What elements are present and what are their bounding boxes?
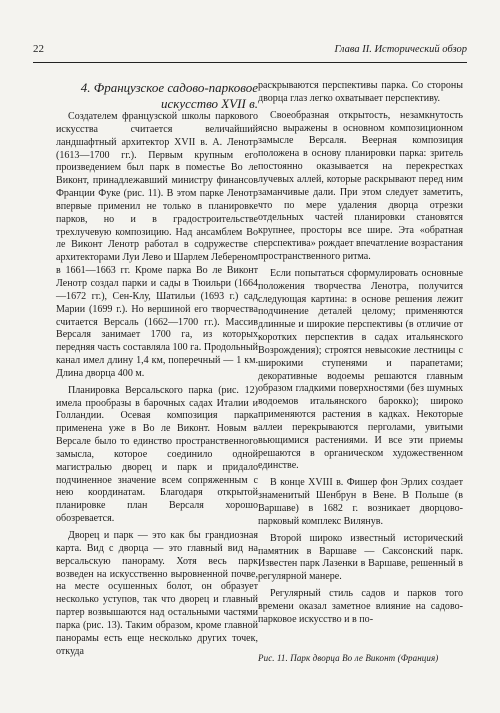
page-number: 22 <box>33 43 44 55</box>
figure-caption: Рис. 11. Парк дворца Во ле Виконт (Франция) <box>258 653 439 663</box>
paragraph: Второй широко известный исторический памятник в Варшаве — Саксонский парк. Известен парк Лазенки в Варшаве, решенный в регулярной манере. <box>258 532 463 583</box>
paragraph: Своеобразная открытость, незамкнутость ясно выражены в основном композиционном замысле Версаля. Веерная композиция положена в основу планировки парка: зритель постоянно оказывается на перекрестках лучевых аллей, которые раскрывают перед ним заманчивые дали. При этом следует заметить, что по мере удаления дворца отрезки отдельных частей планировки становятся крупнее, просторы все шире. Эта «обратная перспектива» рождает впечатление возрастания пространственного ритма. <box>258 109 463 262</box>
paragraph: Дворец и парк — это как бы грандиозная карта. Вид с дворца — это главный вид на версальскую панораму. Хотя весь парк возведен на искусственно выровненной почве, на месте осушенных болот, он образует несколько уступов, так что дворец и главный партер возвышаются над остальными частями парка (рис. 13). Таким образом, кроме главной панорамы есть еще несколько других точек, откуда <box>56 530 258 657</box>
header-rule <box>33 62 467 63</box>
paragraph: Если попытаться сформулировать основные положения творчества Ленотра, получится следующая картина: в основе решения лежит подчинение деталей целому; применяются длинные и широкие перспективы (в отличие от коротких перспектив в садах итальянского Возрождения); строятся невысокие лестницы с широкими ступенями и парапетами; декоративные водоемы решаются главным образом гладкими поверхностями (без шумных водоемов итальянского барокко); широко применяются растения в кадках. Некоторые аллеи перекрываются перголами, увитыми вьющимися растениями. И все эти приемы решаются в органическом художественном единстве. <box>258 267 463 472</box>
chapter-title: Глава II. Исторический обзор <box>334 44 467 55</box>
left-column <box>56 80 258 658</box>
paragraph: раскрываются перспективы парка. Со стороны дворца глаз легко охватывает перспективу. <box>258 80 463 104</box>
section-title: 4. Французское садово-парковое искусство XVII в. <box>80 80 258 111</box>
paragraph: Создателем французской школы паркового искусства считается величайший ландшафтный архитектор XVII в. А. Ленотр (1613—1700 гг.). Первым крупным его произведением был парк в поместье Во ле Виконт, принадлежавший министру финансов Франции Фуке (рис. 11). В этом парке Ленотр впервые применил не только в планировке парков, но и в градостроительстве трехлучевую композицию. Над ансамблем Во ле Виконт Ленотр работал в содружестве с архитекторами Луи Лево и Шарлем Лебереном в 1661—1663 гг. Кроме парка Во ле Виконт Ленотр создал парки и сады в Тюильри (1664—1672 гг.), Сен-Клу, Шатильи (1693 г.) сад Марии (1699 г.). Но вершиной его творчества считается Версаль (1662—1700 гг.). Массив Версаля занимает 1700 га, из которых передняя часть составляла 100 га. Продольный канал имел длину 1,4 км, поперечный — 1 км. Длина дворца 400 м. <box>56 111 258 379</box>
paragraph: Планировка Версальского парка (рис. 12) имела прообразы в барочных садах Италии и Голландии. Осевая композиция парка применена уже в Во ле Виконт. Новым в Версале было то единство пространственного замысла, которое соединило одной магистралью дворец и парк и придало подчиненное значение всем сопряженным с нею координатам. Благодаря открытой планировке план Версаля хорошо обозревается. <box>56 384 258 525</box>
paragraph: Регулярный стиль садов и парков того времени оказал заметное влияние на садово-парковое искусство и в по- <box>258 588 463 625</box>
paragraph: В конце XVIII в. Фишер фон Эрлих создает знаменитый Шенбрун в Вене. В Польше (в Варшаве) в 1682 г. возникает дворцово-парковый комплекс Вилянув. <box>258 477 463 527</box>
running-header <box>33 43 467 55</box>
right-column <box>258 80 463 627</box>
